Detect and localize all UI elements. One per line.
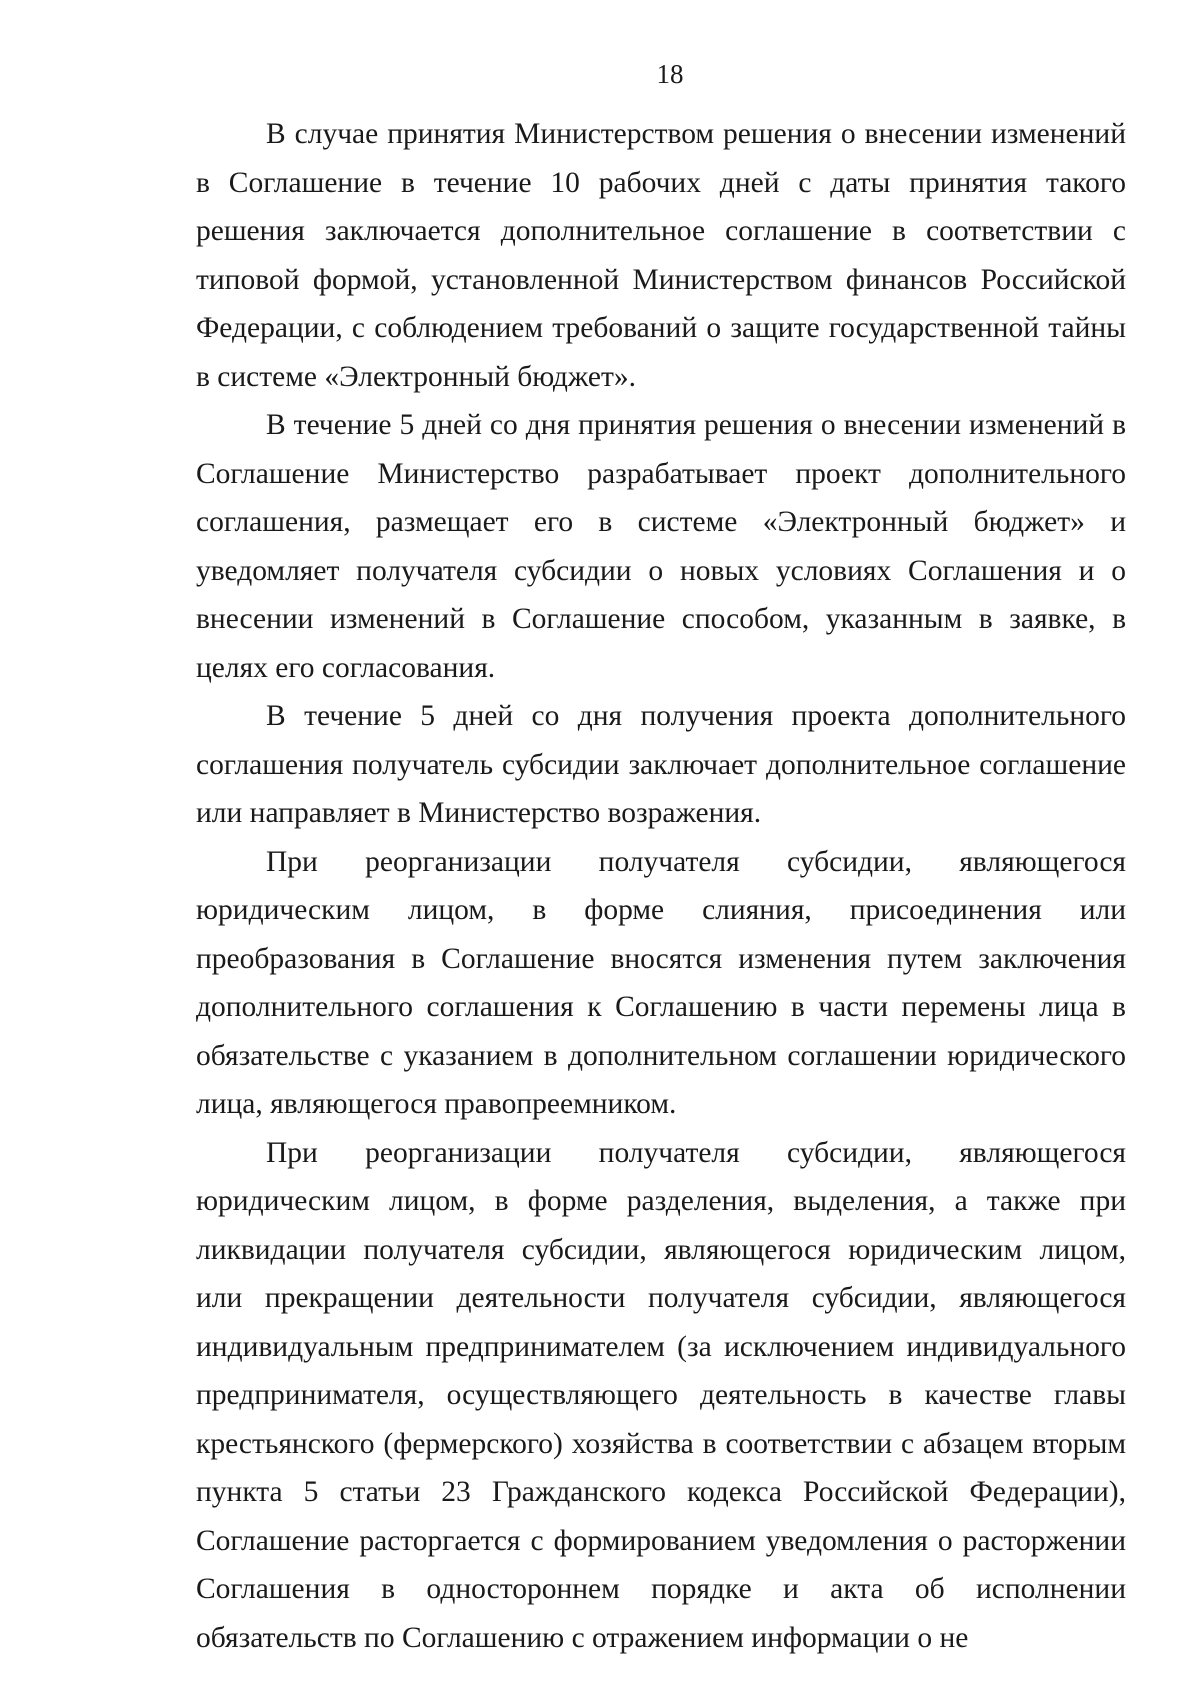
paragraph-4: При реорганизации получателя субсидии, являющегося юридическим лицом, в форме слияния, присоединения или преобразования в Соглашение вносятся изменения путем заключения дополнительного соглашения к Соглашению в части перемены лица в обязательстве с указанием в дополнительном соглашении юридического лица, являющегося правопреемником. <box>196 845 1126 1120</box>
paragraph-2: В течение 5 дней со дня принятия решения о внесении изменений в Соглашение Министерство разрабатывает проект дополнительного соглашения, размещает его в системе «Электронный бюджет» и уведомляет получателя субсидии о новых условиях Соглашения и о внесении изменений в Соглашение способом, указанным в заявке, в целях его согласования. <box>196 409 1126 684</box>
page-number: 18 <box>656 59 684 89</box>
document-body <box>196 110 1126 1662</box>
paragraph-1: В случае принятия Министерством решения о внесении изменений в Соглашение в течение 10 рабочих дней с даты принятия такого решения заключается дополнительное соглашение в соответствии с типовой формой, установленной Министерством финансов Российской Федерации, с соблюдением требований о защите государственной тайны в системе «Электронный бюджет». <box>196 118 1126 393</box>
paragraph-5: При реорганизации получателя субсидии, являющегося юридическим лицом, в форме разделения, выделения, а также при ликвидации получателя субсидии, являющегося юридическим лицом, или прекращении деятельности получателя субсидии, являющегося индивидуальным предпринимателем (за исключением индивидуального предпринимателя, осуществляющего деятельность в качестве главы крестьянского (фермерского) хозяйства в соответствии с абзацем вторым пункта 5 статьи 23 Гражданского кодекса Российской Федерации), Соглашение расторгается с формированием уведомления о расторжении Соглашения в одностороннем порядке и акта об исполнении обязательств по Соглашению с отражением информации о не <box>196 1136 1126 1654</box>
paragraph-3: В течение 5 дней со дня получения проекта дополнительного соглашения получатель субсидии заключает дополнительное соглашение или направляет в Министерство возражения. <box>196 700 1126 829</box>
